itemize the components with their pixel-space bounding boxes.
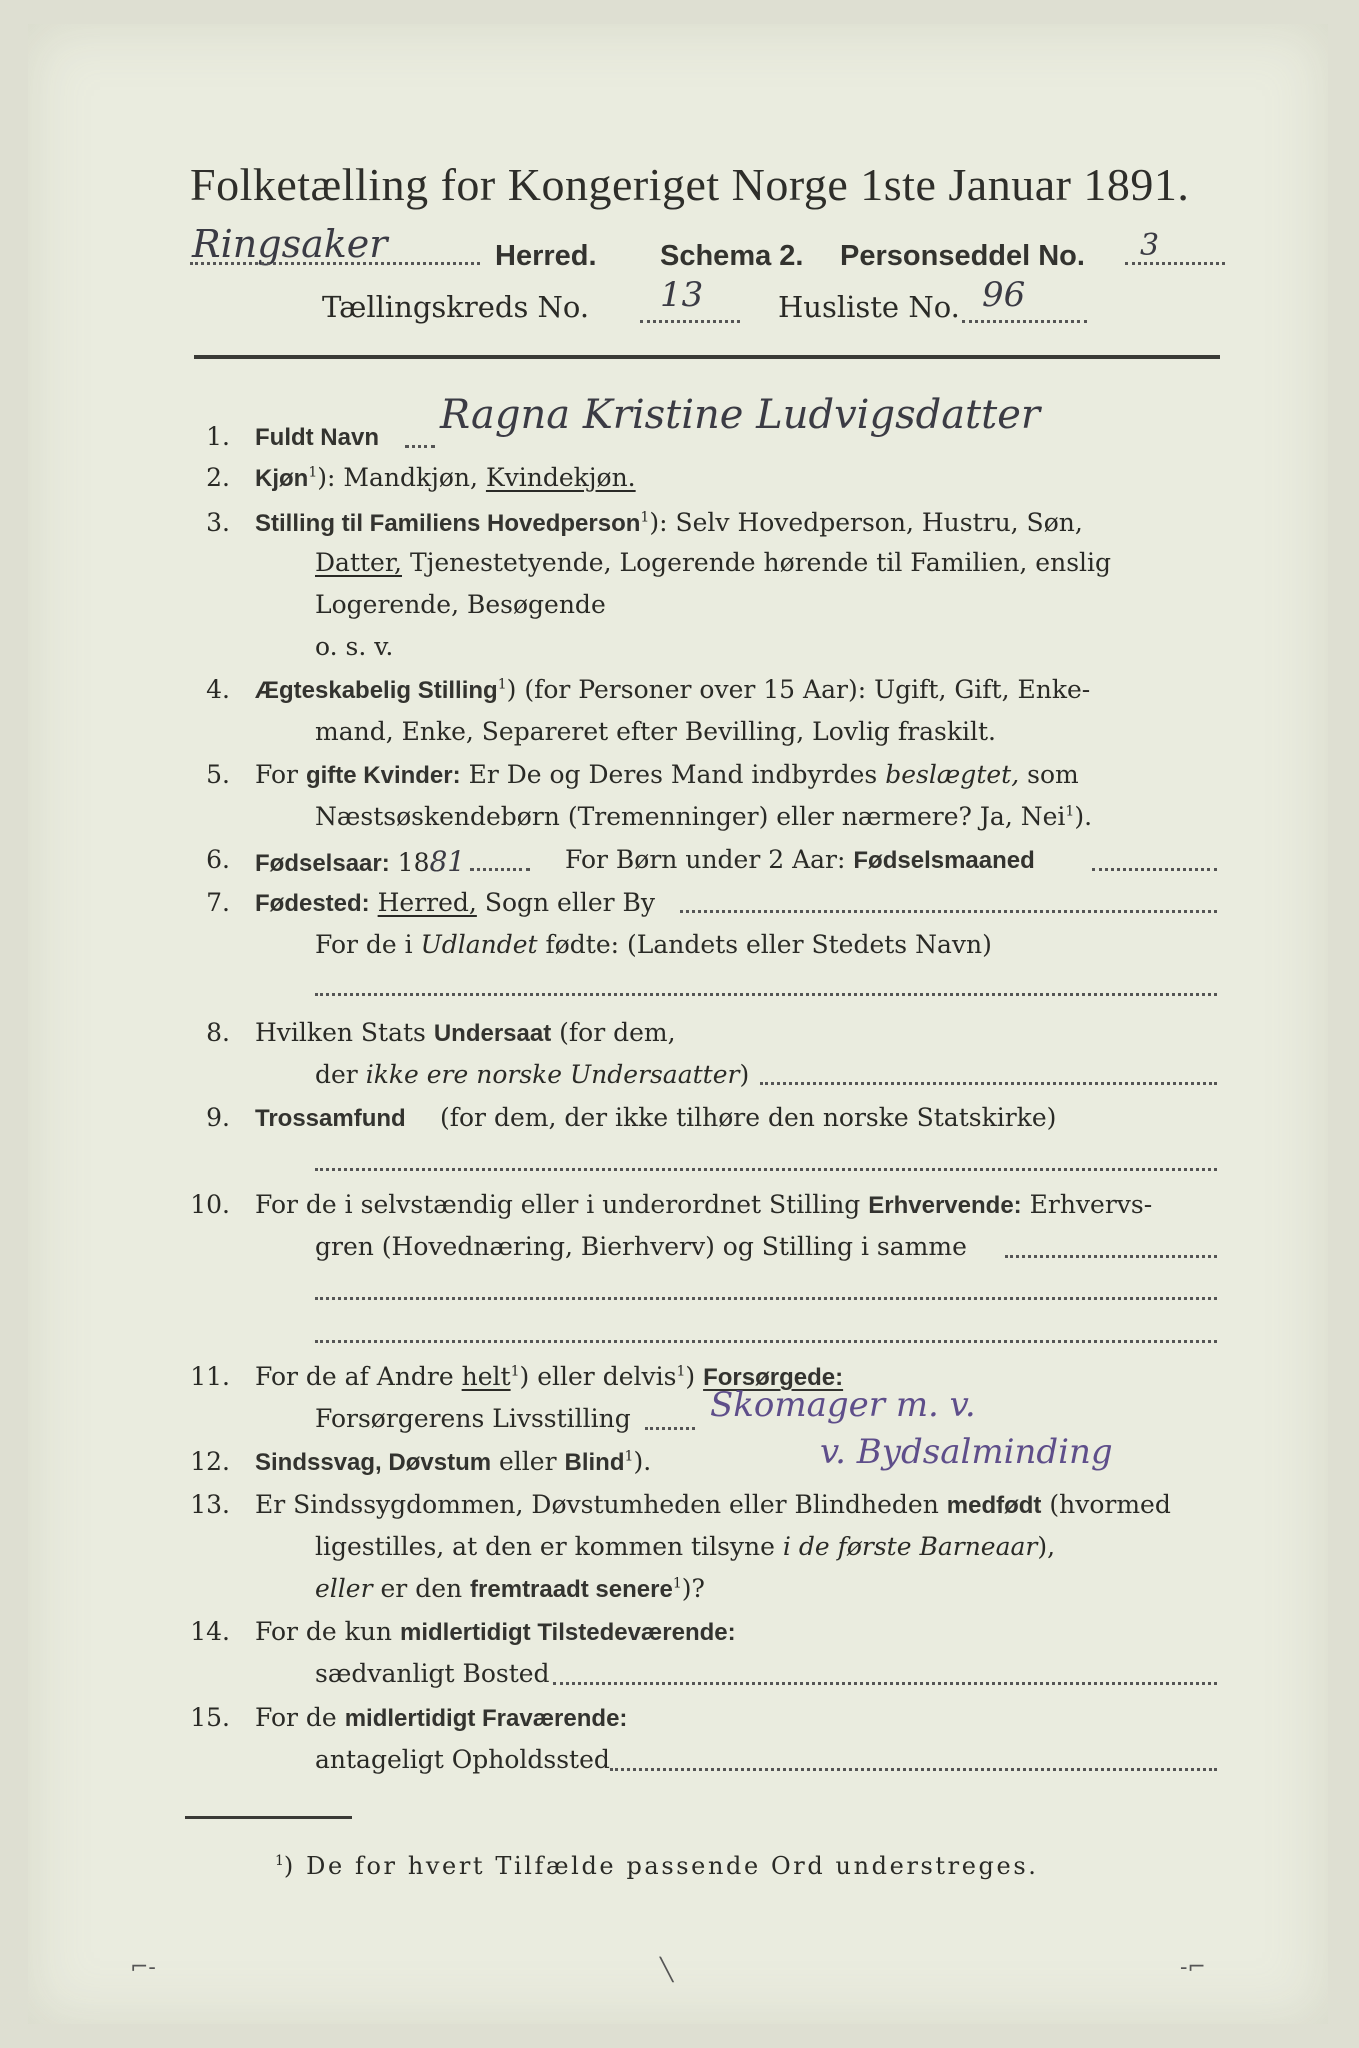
sindssvag-line: Sindssvag, Døvstum eller Blind$^1$).: [255, 1447, 652, 1476]
stilling-line2: Datter, Tjenestetyende, Logerende hørende til Familien, enslig: [315, 548, 1112, 577]
personseddel-label: Personseddel No.: [840, 240, 1085, 272]
undersaat-line1: Hvilken Stats Undersaat (for dem,: [255, 1018, 676, 1047]
item-number: 7.: [206, 888, 230, 917]
herred-label: Herred.: [495, 240, 597, 272]
item-number: 3.: [206, 508, 230, 537]
fuldt-navn-label: Fuldt Navn: [255, 424, 379, 451]
forsorger-livsstilling-label: Forsørgerens Livsstilling: [315, 1404, 631, 1433]
fravaerende-line1: For de midlertidigt Fraværende:: [255, 1703, 628, 1732]
born-under-2: For Børn under 2 Aar: Fødselsmaaned: [565, 845, 1035, 874]
erhverv-line2: gren (Hovednæring, Bierhverv) og Stilling i samme: [315, 1232, 967, 1261]
tilstede-line1: For de kun midlertidigt Tilstedeværende:: [255, 1617, 736, 1646]
item-number: 8.: [206, 1018, 230, 1047]
husliste-no: 96: [982, 275, 1026, 315]
kjon-line: Kjøn$^1$): Mandkjøn, Kvindekjøn.: [255, 463, 636, 492]
item-number: 5.: [206, 760, 230, 789]
item-number: 15.: [190, 1703, 230, 1732]
medfodt-line1: Er Sindssygdommen, Døvstumheden eller Blindheden medfødt (hvormed: [255, 1490, 1171, 1519]
aegteskab-line2: mand, Enke, Separeret efter Bevilling, Lovlig fraskilt.: [315, 717, 996, 746]
footnote: $^1$) De for hvert Tilfælde passende Ord understreges.: [275, 1852, 1039, 1880]
stilling-line3: Logerende, Besøgende: [315, 590, 606, 619]
medfodt-line3: eller er den fremtraadt senere$^1$)?: [315, 1574, 705, 1603]
trossamfund-label: Trossamfund: [255, 1105, 406, 1132]
aegteskab-line1: Ægteskabelig Stilling$^1$) (for Personer over 15 Aar): Ugift, Gift, Enke-: [255, 675, 1091, 704]
item-number: 10.: [190, 1190, 230, 1219]
fuldt-navn-value: Ragna Kristine Ludvigsdatter: [440, 392, 1040, 438]
item-number: 9.: [206, 1103, 230, 1132]
bosted-label: sædvanligt Bosted: [315, 1659, 550, 1688]
forsorgede-line1: For de af Andre helt$^1$) eller delvis$^1$) Forsørgede:: [255, 1362, 844, 1391]
center-mark: ╲: [660, 1958, 674, 1983]
kreds-label: Tællingskreds No.: [322, 290, 590, 324]
stilling-line1: Stilling til Familiens Hovedperson$^1$): Selv Hovedperson, Hustru, Søn,: [255, 508, 1083, 537]
item-number: 14.: [190, 1617, 230, 1646]
gifte-line1: For gifte Kvinder: Er De og Deres Mand indbyrdes beslægtet, som: [255, 760, 1079, 789]
corner-mark: ⌐‑: [130, 1955, 156, 1980]
corner-mark: ‑⌐: [1180, 1955, 1206, 1980]
gifte-line2: Næstsøskendebørn (Tremenninger) eller nærmere? Ja, Nei$^1$).: [315, 802, 1093, 831]
medfodt-line2: ligestilles, at den er kommen tilsyne i de første Barneaar),: [315, 1532, 1056, 1561]
item-number: 2.: [206, 463, 230, 492]
item-number: 6.: [206, 845, 230, 874]
footnote-rule: [185, 1816, 352, 1819]
schema-label: Schema 2.: [660, 240, 804, 272]
header-rule: [194, 355, 1220, 359]
sindssvag-value: v. Bydsalminding: [820, 1432, 1113, 1472]
forsorger-livsstilling-value: Skomager m. v.: [710, 1385, 976, 1425]
fodested-line: Fødested: Herred, Sogn eller By: [255, 888, 656, 917]
udlandet-line: For de i Udlandet fødte: (Landets eller Stedets Navn): [315, 930, 992, 959]
kreds-no: 13: [660, 275, 704, 315]
herred-name: Ringsaker: [192, 222, 388, 266]
item-number: 13.: [190, 1490, 230, 1519]
item-number: 4.: [206, 675, 230, 704]
husliste-label: Husliste No.: [778, 290, 960, 324]
trossamfund-text: (for dem, der ikke tilhøre den norske Statskirke): [440, 1103, 1057, 1132]
item-number: 1.: [206, 422, 230, 451]
stilling-line4: o. s. v.: [315, 632, 394, 661]
fodselsaar-line: Fødselsaar: 1881: [255, 845, 466, 878]
opholdssted-label: antageligt Opholdssted: [315, 1745, 610, 1774]
form-title: Folketælling for Kongeriget Norge 1ste Januar 1891.: [190, 159, 1190, 210]
erhverv-line1: For de i selvstændig eller i underordnet Stilling Erhvervende: Erhvervs-: [255, 1190, 1153, 1219]
undersaat-line2: der ikke ere norske Undersaatter): [315, 1060, 750, 1089]
item-number: 12.: [190, 1447, 230, 1476]
item-number: 11.: [190, 1362, 230, 1391]
personseddel-no: 3: [1140, 228, 1160, 263]
